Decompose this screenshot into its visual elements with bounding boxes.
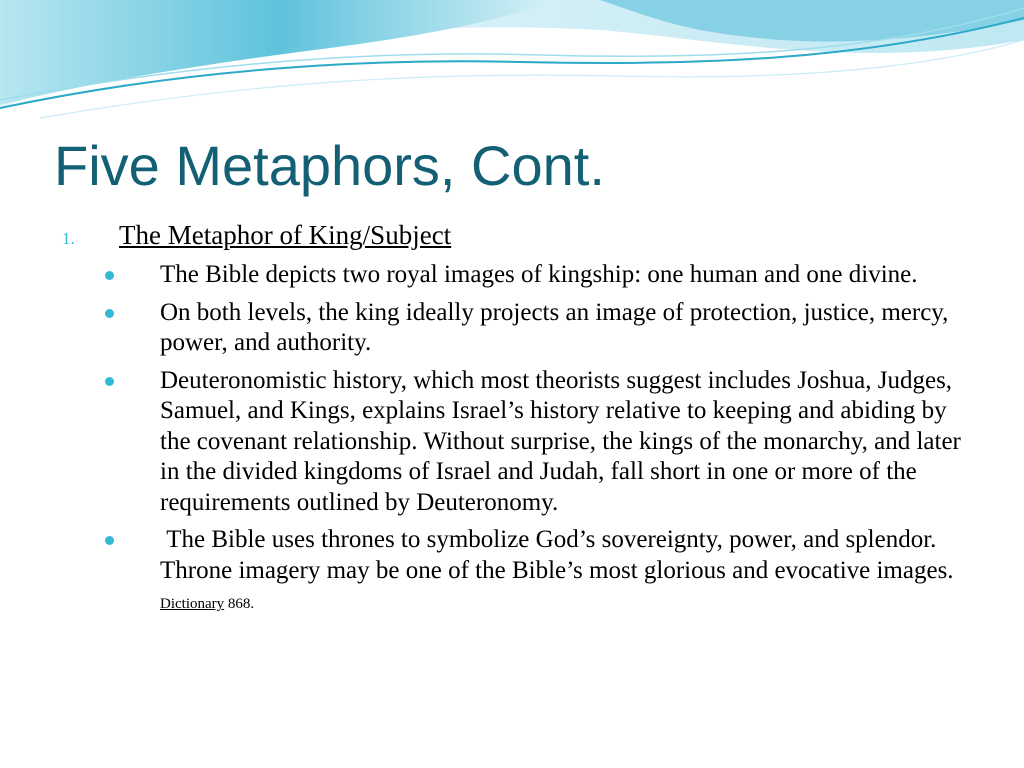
- bullet-dot-icon: [105, 309, 114, 318]
- bullet-item: [100, 366, 970, 519]
- bullet-item: [100, 525, 970, 620]
- slide-title: Five Metaphors, Cont.: [54, 134, 605, 197]
- header-wave-decoration: [0, 0, 1024, 130]
- bullet-text: The Bible uses thrones to symbolize God’s sovereignty, power, and splendor. Throne imagery may be one of the Bible’s most glorious and evocative images.: [160, 526, 960, 584]
- bullet-dot-icon: [105, 377, 114, 386]
- citation-page: 868.: [224, 596, 255, 612]
- bullet-text: Deuteronomistic history, which most theorists suggest includes Joshua, Judges, Samuel, and Kings, explains Israel’s history relative to keeping and abiding by the covenant relationship. Without surprise, the kings of the monarchy, and later in the divided kingdoms of Israel and Judah, fall short in one or more of the requirements outlined by Deuteronomy.: [160, 366, 961, 516]
- bullet-dot-icon: [105, 271, 114, 280]
- bullet-item: [100, 298, 970, 359]
- bullet-text: On both levels, the king ideally projects an image of protection, justice, mercy, power, and authority.: [160, 298, 949, 356]
- citation-source-link[interactable]: Dictionary: [160, 596, 225, 612]
- bullet-dot-icon: [105, 536, 114, 545]
- list-item-number: 1.: [62, 229, 75, 248]
- bullet-text: The Bible depicts two royal images of kingship: one human and one divine.: [160, 261, 918, 288]
- bullet-list: [100, 260, 970, 627]
- bullet-item: [100, 260, 970, 291]
- section-subheading: The Metaphor of King/Subject: [119, 220, 452, 250]
